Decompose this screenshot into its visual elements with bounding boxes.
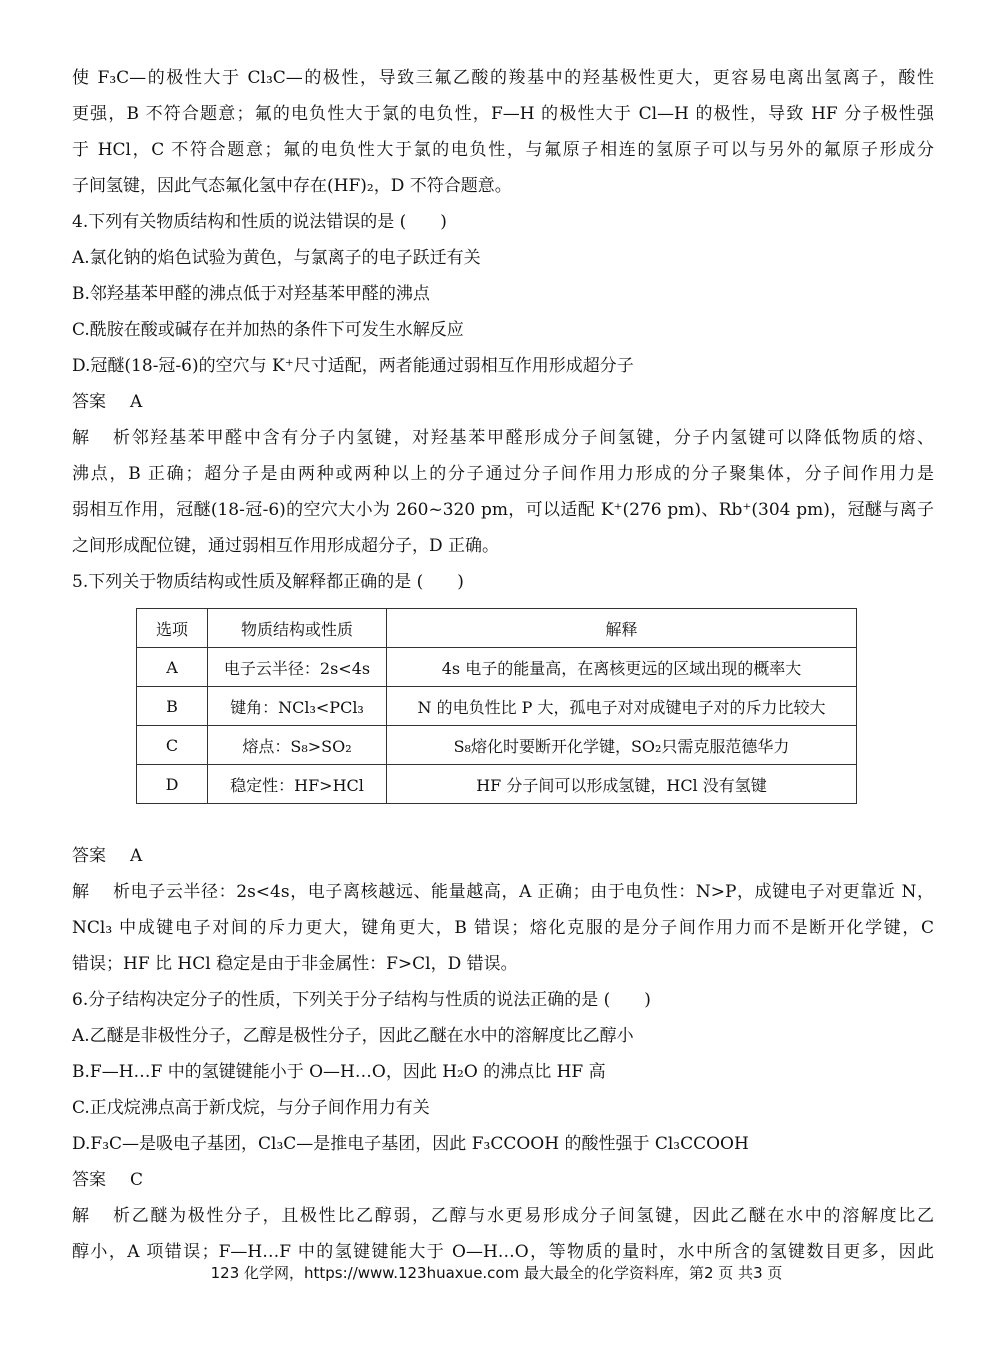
option-b: B.F—H…F 中的氢键键能小于 O—H…O，因此 H₂O 的沸点比 HF 高 bbox=[72, 1062, 606, 1082]
page-footer: 123 化学网，https://www.123huaxue.com 最大最全的化学资料库，第2 页 共3 页 bbox=[210, 1264, 783, 1282]
option-b: B.邻羟基苯甲醛的沸点低于对羟基苯甲醛的沸点 bbox=[72, 284, 430, 304]
analysis-line: 错误；HF 比 HCl 稳定是由于非金属性：F>Cl，D 错误。 bbox=[72, 954, 518, 974]
option-d: D.冠醚(18-冠-6)的空穴与 K⁺尺寸适配，两者能通过弱相互作用形成超分子 bbox=[72, 356, 634, 376]
table-cell: 4s 电子的能量高，在离核更远的区域出现的概率大 bbox=[387, 648, 857, 687]
answer-label: 答案 bbox=[72, 846, 106, 866]
table-cell: 稳定性：HF>HCl bbox=[208, 765, 387, 804]
option-a: A.氯化钠的焰色试验为黄色，与氯离子的电子跃迁有关 bbox=[72, 248, 481, 268]
option-c: C.酰胺在酸或碱存在并加热的条件下可发生水解反应 bbox=[72, 320, 464, 340]
analysis-label: 解析 bbox=[72, 428, 130, 448]
table-cell: N 的电负性比 P 大，孤电子对对成键电子对的斥力比较大 bbox=[387, 687, 857, 726]
table-row bbox=[137, 765, 857, 804]
question-6 bbox=[72, 982, 934, 1270]
question-stem: 4.下列有关物质结构和性质的说法错误的是 ( ) bbox=[72, 212, 447, 232]
document-page bbox=[72, 60, 934, 1270]
question-5 bbox=[72, 564, 934, 982]
analysis-label: 解析 bbox=[72, 882, 130, 902]
answer-line bbox=[72, 1162, 934, 1198]
text-line: 子间氢键，因此气态氟化氢中存在(HF)₂，D 不符合题意。 bbox=[72, 176, 512, 196]
analysis-line: 沸点，B 正确；超分子是由两种或两种以上的分子通过分子间作用力形成的分子聚集体，分子间作用力是 bbox=[72, 464, 934, 484]
option-d: D.F₃C—是吸电子基团，Cl₃C—是推电子基团，因此 F₃CCOOH 的酸性强于 Cl₃CCOOH bbox=[72, 1134, 749, 1154]
table-cell: 键角：NCl₃<PCl₃ bbox=[208, 687, 387, 726]
continued-analysis bbox=[72, 60, 934, 204]
text-line: 于 HCl，C 不符合题意；氟的电负性大于氯的电负性，与氟原子相连的氢原子可以与另外的氟原子形成分 bbox=[72, 140, 934, 160]
table-row bbox=[137, 687, 857, 726]
table-cell: B bbox=[137, 687, 208, 726]
table-cell: A bbox=[137, 648, 208, 687]
question-stem: 5.下列关于物质结构或性质及解释都正确的是 ( ) bbox=[72, 572, 464, 592]
answer-value: C bbox=[130, 1170, 144, 1190]
answer-value: A bbox=[130, 846, 143, 866]
question-4 bbox=[72, 204, 934, 564]
analysis-line: 解析乙醚为极性分子，且极性比乙醇弱，乙醇与水更易形成分子间氢键，因此乙醚在水中的溶解度比乙 bbox=[72, 1198, 934, 1234]
table-header: 选项 bbox=[137, 609, 208, 648]
answer-value: A bbox=[130, 392, 143, 412]
analysis-line: 醇小，A 项错误；F—H…F 中的氢键键能大于 O—H…O，等物质的量时，水中所含的氢键数目更多，因此 bbox=[72, 1242, 934, 1262]
question-stem: 6.分子结构决定分子的性质，下列关于分子结构与性质的说法正确的是 ( ) bbox=[72, 990, 651, 1010]
table-cell: 熔点：S₈>SO₂ bbox=[208, 726, 387, 765]
table-row bbox=[137, 726, 857, 765]
option-c: C.正戊烷沸点高于新戊烷，与分子间作用力有关 bbox=[72, 1098, 430, 1118]
table-cell: D bbox=[137, 765, 208, 804]
table-row bbox=[137, 648, 857, 687]
analysis-line: 解析邻羟基苯甲醛中含有分子内氢键，对羟基苯甲醛形成分子间氢键，分子内氢键可以降低物质的熔、 bbox=[72, 420, 934, 456]
table-cell: C bbox=[137, 726, 208, 765]
text-line: 更强，B 不符合题意；氟的电负性大于氯的电负性，F—H 的极性大于 Cl—H 的极性，导致 HF 分子极性强 bbox=[72, 104, 934, 124]
analysis-line: NCl₃ 中成键电子对间的斥力更大，键角更大，B 错误；熔化克服的是分子间作用力而不是断开化学键，C bbox=[72, 918, 934, 938]
answer-line bbox=[72, 384, 934, 420]
table-cell: 电子云半径：2s<4s bbox=[208, 648, 387, 687]
analysis-label: 解析 bbox=[72, 1206, 130, 1226]
table-cell: S₈熔化时要断开化学键，SO₂只需克服范德华力 bbox=[387, 726, 857, 765]
analysis-line: 弱相互作用，冠醚(18-冠-6)的空穴大小为 260~320 pm，可以适配 K⁺(276 pm)、Rb⁺(304 pm)，冠醚与离子 bbox=[72, 500, 934, 520]
table-header: 物质结构或性质 bbox=[208, 609, 387, 648]
table-cell: HF 分子间可以形成氢键，HCl 没有氢键 bbox=[387, 765, 857, 804]
analysis-line: 之间形成配位键，通过弱相互作用形成超分子，D 正确。 bbox=[72, 536, 500, 556]
answer-label: 答案 bbox=[72, 392, 106, 412]
text-line: 使 F₃C—的极性大于 Cl₃C—的极性，导致三氟乙酸的羧基中的羟基极性更大，更容易电离出氢离子，酸性 bbox=[72, 68, 934, 88]
comparison-table bbox=[136, 608, 857, 804]
analysis-line: 解析电子云半径：2s<4s，电子离核越远、能量越高，A 正确；由于电负性：N>P，成键电子对更靠近 N， bbox=[72, 874, 934, 910]
answer-line bbox=[72, 838, 934, 874]
table-header: 解释 bbox=[387, 609, 857, 648]
option-a: A.乙醚是非极性分子，乙醇是极性分子，因此乙醚在水中的溶解度比乙醇小 bbox=[72, 1026, 634, 1046]
answer-label: 答案 bbox=[72, 1170, 106, 1190]
table-header-row bbox=[137, 609, 857, 648]
